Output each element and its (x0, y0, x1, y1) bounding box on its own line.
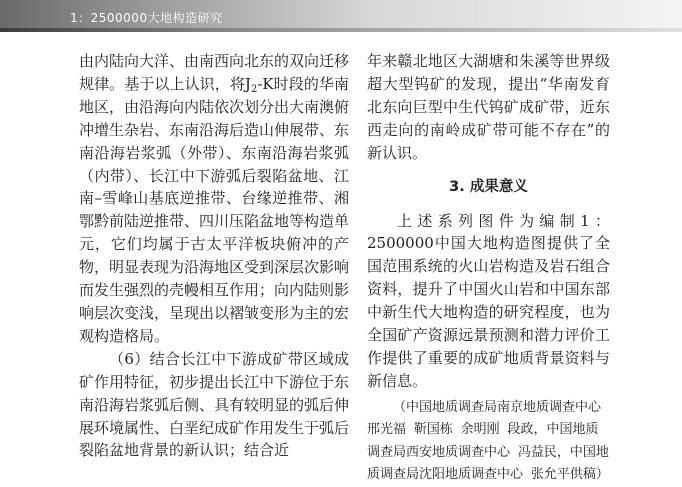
right-paragraph-2: 上述系列图件为编制1：2500000中国大地构造图提供了全国范围系统的火山岩构造及岩石组合资料，提升了中国火山岩和中国东部中新生代大地构造的研究程度，也为全国矿产资源远景预测和潜力评价工作提供了重要的成矿地质背景资料与新信息。 (367, 211, 610, 390)
left-column (79, 50, 349, 462)
page-header-band (0, 0, 682, 32)
credits-note: （中国地质调查局南京地质调查中心 邢光福 靳国栋 余明刚 段政，中国地质调查局西安地质调查中心 冯益民，中国地质调查局沈阳地质调查中心 张允平供稿） (367, 399, 609, 483)
left-paragraph-1-part-a: 由内陆向大洋、由南西向北东的双向迁移规律。基于以上认识，将J (79, 52, 350, 93)
right-column (367, 50, 610, 487)
left-paragraph-1 (79, 50, 349, 348)
left-paragraph-2: （6）结合长江中下游成矿带区域成矿作用特征，初步提出长江中下游位于东南沿海岩浆弧后侧、具有较明显的弧后伸展环境属性、白垩纪成矿作用发生于弧后裂陷盆地背景的新认识；结合近 (79, 349, 350, 460)
section-title: 3. 成果意义 (449, 178, 528, 195)
running-header-title: 1：2500000大地构造研究 (70, 11, 223, 25)
left-paragraph-1-part-b: -K时段的华南地区，由沿海向内陆依次划分出大南澳俯冲增生杂岩、东南沿海后造山伸展带、东南沿海岩浆弧（外带）、东南沿海岩浆弧（内带）、长江中下游弧后裂陷盆地、江南–雪峰山基底逆推带、台缘逆推带、湘鄂黔前陆逆推带、四川压陷盆地等构造单元，它们均属于古太平洋板块俯冲的产物，明显表现为沿海地区受到深层次影响而发生强烈的壳幔相互作用；向内陆则影响层次变浅，呈现出以褶皱变形为主的宏观构造格局。 (79, 74, 350, 345)
right-paragraph-1: 年来赣北地区大湖塘和朱溪等世界级超大型钨矿的发现，提出“华南发育北东向巨型中生代钨矿成矿带，近东西走向的南岭成矿带可能不存在”的新认识。 (367, 52, 610, 162)
jurassic-subscript: 2 (250, 83, 258, 95)
